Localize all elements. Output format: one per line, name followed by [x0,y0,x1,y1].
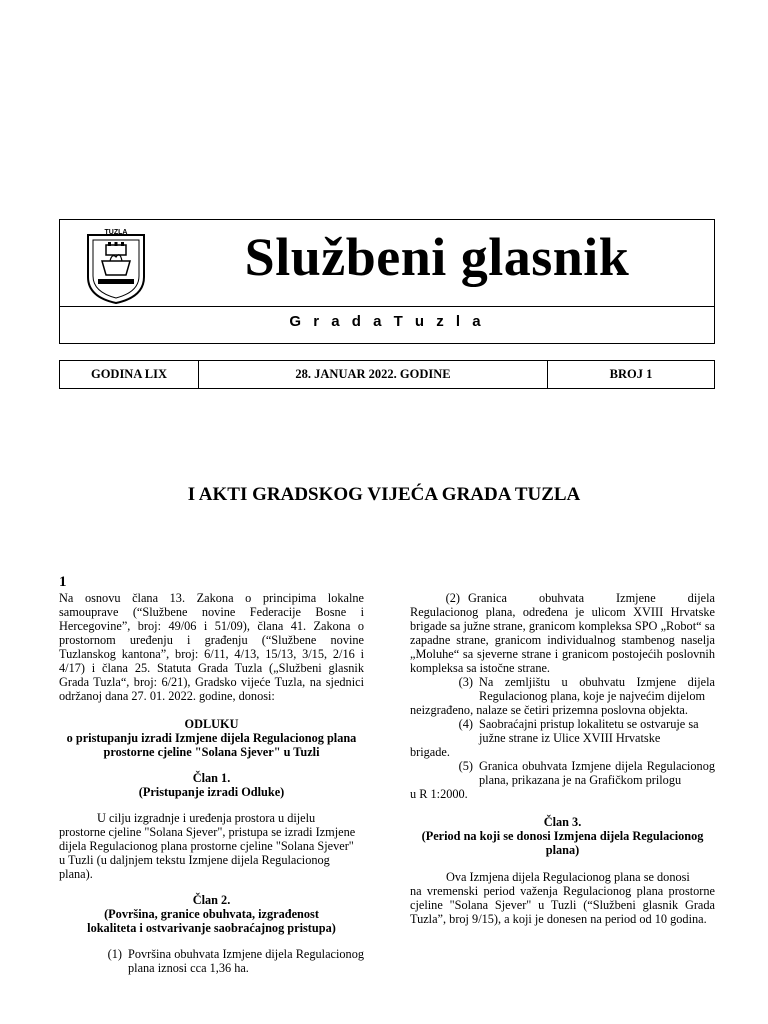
article-2-paragraph-2-first [410,591,715,605]
publication-subtitle: G r a d a T u z l a [289,313,485,330]
article-2-paragraph-2-rest: Regulacionog plana, određena je ulicom XVIII Hrvatske brigade sa južne strane, granicom kompleksa SPO „Robot“ sa zapadne strane, granicom individualnog stambenog naselja „Moluhe“ sa sjeverne strane i granicom postojećih poslovnih kompleksa sa istočne strane. [410,605,715,675]
act-number: 1 [59,574,67,590]
article-2-paragraph-4 [410,717,715,745]
article-2-paragraph-5 [410,759,715,787]
paragraph-text: Na zemljištu u obuhvatu Izmjene dijela Regulacionog plana, koje je najvećim dijelom [479,675,715,703]
article-1-text-rest: prostorne cjeline "Solana Sjever", pristupa se izradi Izmjene dijela Regulacionog plana prostorne cjeline "Solana Sjever" u Tuzli (u daljnjem tekstu Izmjene dijela Regulacionog plana). [59,825,356,881]
article-1-title: Član 1. [192,771,231,785]
article-3-title: Član 3. [543,815,582,829]
issue-info-bar [59,360,715,389]
publication-title: Službeni glasnik [244,227,630,287]
paragraph-number: (5) [458,759,473,773]
decision-subtitle-2: prostorne cjeline "Solana Sjever" u Tuzli [103,745,320,759]
year-cell: GODINA LIX [60,361,199,388]
left-column [59,574,364,975]
right-column [410,574,715,926]
paragraph-number: (4) [458,717,473,731]
paragraph-text: Granica obuhvata Izmjene dijela [468,591,715,605]
paragraph-3-tail: neizgrađeno, nalaze se četiri prizemna poslovna objekta. [410,703,688,717]
paragraph-number: (1) [107,947,122,961]
crest-lettering: TUZLA [104,229,128,236]
article-2-title: Član 2. [192,893,231,907]
paragraph-number: (2) [445,591,460,605]
decision-subtitle-1: o pristupanju izradi Izmjene dijela Regulacionog plana [66,731,357,745]
paragraph-text: Površina obuhvata Izmjene dijela Regulacionog plana iznosi cca 1,36 ha. [128,947,364,975]
masthead [59,219,715,344]
article-1-text-first: U cilju izgradnje i uređenja prostora u dijelu [97,811,316,825]
article-2-paragraph-3 [410,675,715,703]
paragraph-number: (3) [458,675,473,689]
paragraph-5-tail: u R 1:2000. [410,787,468,801]
article-2-subtitle-1: (Površina, granice obuhvata, izgrađenost [104,907,319,921]
date-cell: 28. JANUAR 2022. GODINE [199,361,548,388]
article-3-text-first: Ova Izmjena dijela Regulacionog plana se donosi [446,870,690,884]
preamble-text: Na osnovu člana 13. Zakona o principima lokalne samouprave (“Službene novine Federacije Bosne i Hercegovine”, broj: 49/06 i 51/09), člana 41. Zakona o prostornom uređenju i građenju (“Službene novine Tuzlanskog kantona”, broj: 6/11, 4/13, 15/13, 3/15, 2/16 i 4/17) i člana 25. Statuta Grada Tuzla („Službeni glasnik Grada Tuzla“, broj: 6/21), Gradsko vijeće Tuzla, na sjednici održanoj dana 27. 01. 2022. godine, donosi: [59,591,364,703]
masthead-divider [60,306,714,307]
article-3-subtitle: (Period na koji se donosi Izmjena dijela Regulacionog plana) [421,829,704,857]
section-title: I AKTI GRADSKOG VIJEĆA GRADA TUZLA [187,484,581,505]
decision-title: ODLUKU [184,717,239,731]
article-1-subtitle: (Pristupanje izradi Odluke) [138,785,285,799]
article-2-paragraph-1 [59,947,364,975]
paragraph-4-tail: brigade. [410,745,450,759]
article-2-subtitle-2: lokaliteta i ostvarivanje saobraćajnog pristupa) [87,921,336,935]
issue-number-cell: BROJ 1 [609,367,653,381]
article-3-text-rest: na vremenski period važenja Regulacionog plana prostorne cjeline "Solana Sjever" u Tuzli (“Službeni glasnik Grada Tuzla”, broj 9/15), a koji je donesen na period od 10 godina. [410,884,715,926]
paragraph-text: Granica obuhvata Izmjene dijela Regulacionog plana, prikazana je na Grafičkom prilogu [479,759,715,787]
paragraph-text: Saobraćajni pristup lokalitetu se ostvaruje sa južne strane iz Ulice XVIII Hrvatske [479,717,699,745]
tuzla-crest-logo [84,227,148,305]
